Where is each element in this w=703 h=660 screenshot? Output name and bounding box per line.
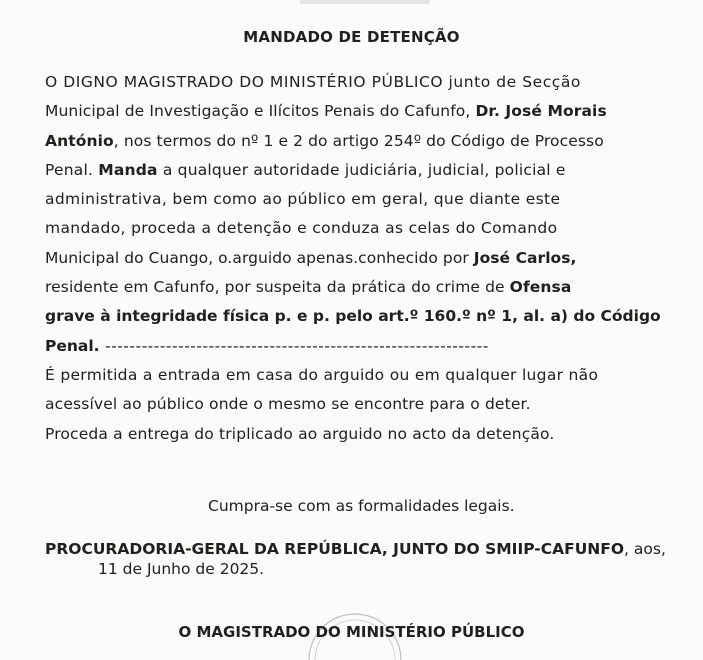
paragraph-line xyxy=(45,68,663,97)
main-paragraph xyxy=(45,68,663,449)
manda-keyword: Manda xyxy=(98,160,158,179)
suspect-name: José Carlos, xyxy=(473,248,577,267)
text: , aos, xyxy=(624,540,666,558)
closing-formula: Cumpra-se com as formalidades legais. xyxy=(208,497,515,515)
magistrate-name: Dr. José Morais xyxy=(475,102,607,121)
paragraph-line xyxy=(45,97,663,126)
signatory-title: O MAGISTRADO DO MINISTÉRIO PÚBLICO xyxy=(178,623,525,641)
dash-filler: --------------------------------------------------------------- xyxy=(99,336,489,355)
paragraph-line xyxy=(45,244,663,273)
paragraph-line xyxy=(45,185,663,214)
text: Municipal do Cuango, o.arguido apenas.conhecido por xyxy=(45,248,474,267)
text: Penal. xyxy=(45,336,100,355)
text: O DIGNO MAGISTRADO DO MINISTÉRIO PÚBLICO junto de Secção xyxy=(45,73,581,91)
text: acessível ao público onde o mesmo se encontre para o deter. xyxy=(45,395,531,414)
paragraph-line xyxy=(45,273,663,302)
location-line xyxy=(45,540,666,558)
text: residente em Cafunfo, por suspeita da prática do crime de xyxy=(45,278,510,297)
institution-name: PROCURADORIA-GERAL DA REPÚBLICA, JUNTO DO SMIIP-CAFUNFO xyxy=(45,540,625,558)
crime-name: Ofensa xyxy=(509,278,572,297)
paragraph-line xyxy=(45,390,663,419)
text: Proceda a entrega do triplicado ao arguido no acto da detenção. xyxy=(45,424,555,443)
faded-header-mark xyxy=(300,0,430,4)
magistrate-surname: António xyxy=(45,131,114,150)
text: mandado, proceda a detenção e conduza as celas do Comando xyxy=(45,219,558,238)
text: administrativa, bem como ao público em geral, que diante este xyxy=(45,190,561,209)
document-date: 11 de Junho de 2025. xyxy=(98,560,265,578)
paragraph-line xyxy=(45,214,663,243)
document-title: MANDADO DE DETENÇÃO xyxy=(243,28,460,46)
paragraph-line xyxy=(45,302,663,331)
crime-description: grave à integridade física p. e p. pelo art.º 160.º nº 1, al. a) do Código xyxy=(45,307,661,326)
paragraph-line xyxy=(45,127,663,156)
text: a qualquer autoridade judiciária, judicial, policial e xyxy=(157,160,566,179)
paragraph-line xyxy=(45,361,663,390)
paragraph-line xyxy=(45,332,663,361)
paragraph-line xyxy=(45,420,663,449)
text: É permitida a entrada em casa do arguido ou em qualquer lugar não xyxy=(45,365,599,384)
text: Municipal de Investigação e Ilícitos Penais do Cafunfo, xyxy=(45,102,476,121)
text: Penal. xyxy=(45,160,99,179)
paragraph-line xyxy=(45,156,663,185)
text: , nos termos do nº 1 e 2 do artigo 254º do Código de Processo xyxy=(113,131,604,150)
